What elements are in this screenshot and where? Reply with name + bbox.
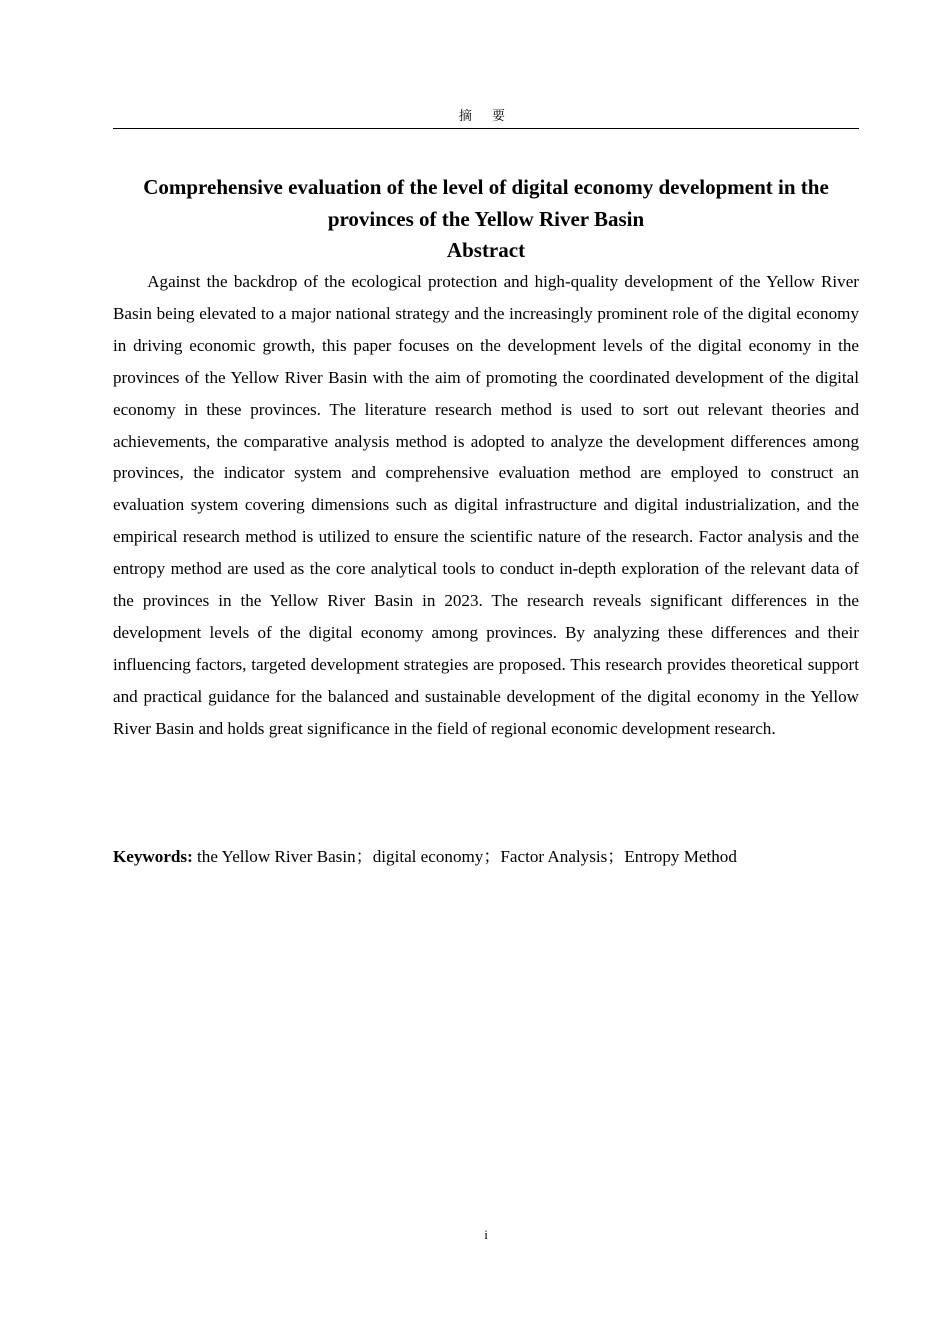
keywords-line (113, 841, 859, 873)
abstract-body: Against the backdrop of the ecological protection and high-quality development of the Yellow River Basin being elevated to a major national strategy and the increasingly prominent role of the digital economy in driving economic growth, this paper focuses on the development levels of the digital economy in the provinces of the Yellow River Basin with the aim of promoting the coordinated development of the digital economy in these provinces. The literature research method is used to sort out relevant theories and achievements, the comparative analysis method is adopted to analyze the development differences among provinces, the indicator system and comprehensive evaluation method are employed to construct an evaluation system covering dimensions such as digital infrastructure and digital industrialization, and the empirical research method is utilized to ensure the scientific nature of the research. Factor analysis and the entropy method are used as the core analytical tools to conduct in-depth exploration of the relevant data of the provinces in the Yellow River Basin in 2023. The research reveals significant differences in the development levels of the digital economy among provinces. By analyzing these differences and their influencing factors, targeted development strategies are proposed. This research provides theoretical support and practical guidance for the balanced and sustainable development of the digital economy in the Yellow River Basin and holds great significance in the field of regional economic development research. (113, 272, 859, 738)
paper-title: Comprehensive evaluation of the level of digital economy development in the provinces of the Yellow River Basin (143, 175, 829, 231)
header-rule (113, 128, 859, 129)
keywords-list: the Yellow River Basin；digital economy；Factor Analysis；Entropy Method (192, 847, 737, 866)
page-number: i (484, 1227, 488, 1242)
abstract-heading: Abstract (446, 238, 526, 262)
keywords-label: Keywords: (113, 847, 193, 866)
page-header: 摘 要 (458, 109, 514, 124)
